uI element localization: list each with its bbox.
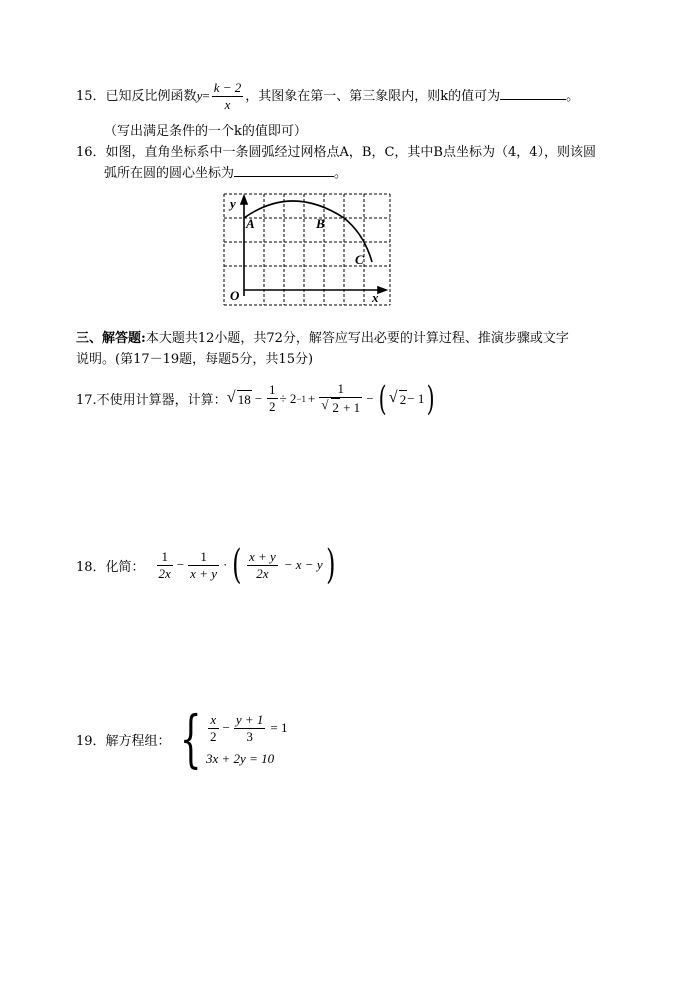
sqrt-18: √ 18 (226, 388, 251, 407)
question-label: 19．解方程组： (76, 733, 171, 749)
math-equals: = (202, 88, 210, 103)
label-x-axis: x (372, 290, 379, 305)
grid-lines (224, 194, 390, 305)
radical-sign: √ (226, 388, 236, 406)
circular-arc (244, 201, 372, 262)
question-label: 18．化简： (76, 559, 145, 575)
question-15-note: （写出满足条件的一个k的值即可） (104, 124, 307, 139)
fraction-one-half: $\frac{1}{2}$ (269, 382, 276, 414)
equation-1: $\frac{x}{2}$ − $\frac{y + 1}{3}$ = 1 (210, 711, 288, 744)
right-paren: ) (427, 378, 436, 419)
equation-2: 3x + 2y = 10 (206, 750, 275, 766)
label-point-a: A (246, 216, 255, 231)
fraction-numerator: k − 2 (213, 80, 242, 95)
question-16-line-2 (104, 162, 347, 181)
math-var-y: y (196, 88, 203, 103)
question-end: 。 (566, 89, 580, 104)
sqrt-2: √ 2 (388, 388, 407, 407)
fraction-denominator: x (224, 97, 231, 112)
fraction-x-plus-y-over-2x: $\frac{x + y}{2x}$ (248, 548, 276, 581)
question-number: 15． (76, 89, 106, 104)
label-origin: O (230, 288, 240, 303)
label-point-c: C (355, 252, 364, 267)
section-text: 本大题共12小题，共72分，解答应写出必要的计算过程、推演步骤或文字 (145, 331, 569, 346)
coordinate-grid-figure (222, 192, 394, 308)
label-y-axis: y (230, 196, 236, 211)
fraction-1-over-x-plus-y: $\frac{1}{x + y}$ (190, 548, 217, 581)
left-paren: ( (378, 378, 387, 419)
question-text: 弧所在圆的圆心坐标为 (104, 166, 235, 181)
question-17: 17.不使用计算器，计算： √ 18 − $\frac{1}{2}$ ÷ 2 −1 + 1 √ 2 + 1 − ( √ 2 − 1 ) (76, 378, 436, 419)
question-text: 已知反比例函数 (105, 89, 197, 104)
right-paren: ) (325, 542, 336, 588)
fraction-one-over-root2-plus-1: 1 √ 2 + 1 (321, 381, 361, 415)
question-16-line-1 (76, 141, 596, 160)
question-text: 如图，直角坐标系中一条圆弧经过网格点A，B，C，其中B点坐标为（4，4），则该圆 (105, 145, 597, 160)
question-end: 。 (334, 166, 348, 181)
question-number: 16． (76, 145, 106, 160)
question-text: ，其图象在第一、第三象限内，则k的值可为 (245, 89, 501, 104)
section-3-line-1 (76, 327, 569, 346)
question-label: 17.不使用计算器，计算： (76, 393, 227, 408)
equation-system (206, 712, 287, 767)
question-15 (76, 80, 579, 113)
answer-blank[interactable] (500, 85, 566, 100)
system-brace: { (179, 702, 202, 775)
fraction-k-minus-2-over-x (212, 80, 244, 113)
section-title: 三、解答题: (76, 331, 146, 346)
left-paren: ( (232, 542, 242, 588)
answer-blank[interactable] (234, 162, 334, 177)
fraction-1-over-2x: $\frac{1}{2x}$ (158, 548, 171, 581)
question-18: 18．化简： $\frac{1}{2x}$ − $\frac{1}{x + y}$ · ( $\frac{x + y}{2x}$ − x − y ) (76, 542, 336, 588)
question-19 (76, 702, 288, 775)
label-point-b: B (316, 216, 325, 231)
section-3-line-2: 说明。(第17－19题，每题5分，共15分) (76, 352, 314, 367)
